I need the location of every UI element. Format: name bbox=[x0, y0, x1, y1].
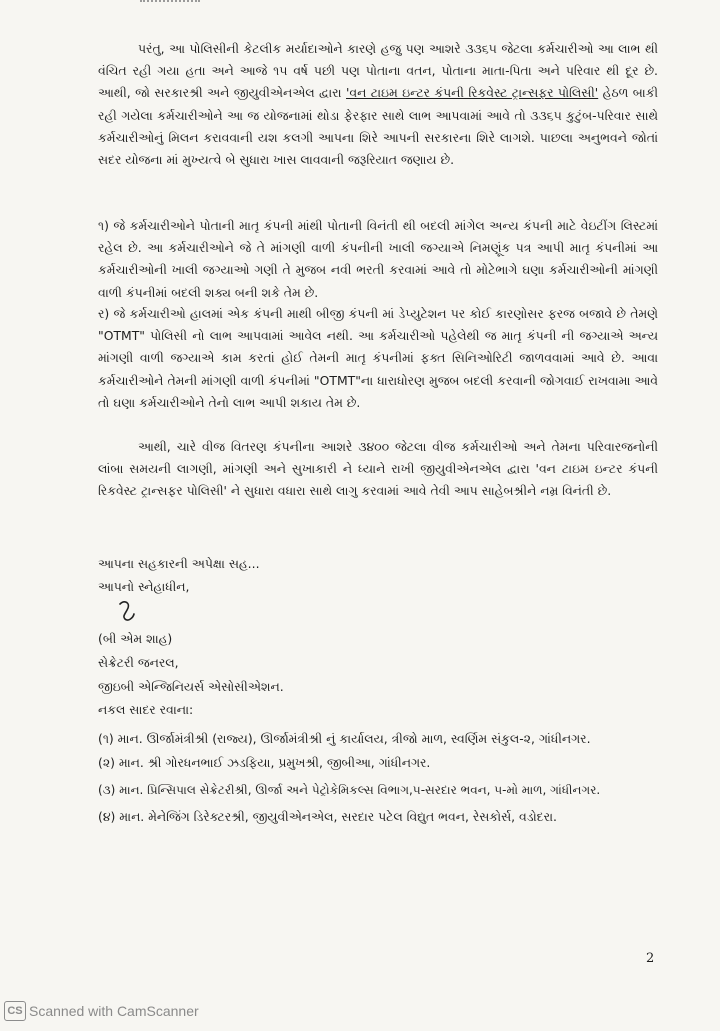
paragraph-3: આથી, ચારે વીજ વિતરણ કંપનીના આશરે ૩૪૦૦ જેટલા વીજ કર્મચારીઓ અને તેમના પરિવારજનોની લાંબા સમયની લાગણી, માંગણી અને સુખાકારી ને ધ્યાને રાખી જીયુવીએનએલ દ્વારા 'વન ટાઇમ ઇન્ટર કંપની રિકવેસ્ટ ટ્રાન્સફર પોલિસી' ને સુધારા વધારા સાથે લાગુ કરવામાં આવે તેવી આપ સાહેબશ્રીને નમ્ર વિનંતી છે. bbox=[98, 439, 658, 499]
closing-line-2: આપનો સ્નેહાધીન, bbox=[98, 579, 190, 594]
point-1: ૧) જે કર્મચારીઓને પોતાની માતૃ કંપની માંથી પોતાની વિનંતી થી બદલી માંગેલ અન્ય કંપની માટે વેઇટીંગ લિસ્ટમાં રહેલ છે. આ કર્મચારીઓને જે તે માંગણી વાળી કંપનીની ખાલી જગ્યાએ નિમણૂંક પત્ર આપી માતૃ કંપનીમાં આ કર્મચારીઓની ખાલી જગ્યાઓ ગણી તે મુજબ નવી ભરતી કરવામાં આવે તો મોટેભાગે ઘણા કર્મચારીઓની માંગણી વાળી કંપનીમાં બદલી શક્ય બની શકે તેમ છે. bbox=[98, 218, 658, 300]
camscanner-logo-icon: CS bbox=[4, 1001, 26, 1021]
paragraph-1 bbox=[98, 38, 658, 171]
policy-name-underlined: 'વન ટાઇમ ઇન્ટર કંપની રિકવેસ્ટ ટ્રાન્સફર પોલિસી' bbox=[346, 85, 599, 101]
signatory-organization: જીઇબી એન્જિનિયર્સ એસોસીએશન. bbox=[98, 679, 284, 694]
signature-icon bbox=[116, 598, 142, 624]
page-number: 2 bbox=[646, 951, 655, 966]
copy-item-3: (૩) માન. પ્રિન્સિપાલ સેક્રેટરીશ્રી, ઊર્જા અને પેટ્રોકેમિકલ્સ વિભાગ,૫-સરદાર ભવન, ૫-મો માળ, ગાંધીનગર. bbox=[98, 783, 601, 797]
copy-item-4: (૪) માન. મેનેજિંગ ડિરેક્ટરશ્રી, જીયુવીએનએલ, સરદાર પટેલ વિદ્યુત ભવન, રેસકોર્સ, વડોદરા. bbox=[98, 809, 557, 824]
paragraph-1-part-b: હેઠળ બાકી રહી ગયેલા કર્મચારીઓને આ જ યોજનામાં થોડા ફેરફાર સાથે લાભ આપવામાં આવે તો ૩૩૬૫ કુટુંબ-પરિવાર સાથે કર્મચારીઓનું મિલન કરાવવાની યશ કલગી આપના શિરે આપની સરકારના શિરે લાગશે. પાછલા અનુભવને જોતાં સદર યોજના માં મુખ્યત્વે બે સુધારા ખાસ લાવવાની જરૂરિયાત જણાય છે. bbox=[98, 85, 658, 168]
copy-item-2: (૨) માન. શ્રી ગોરધનભાઈ ઝડફિયા, પ્રમુખશ્રી, જીબીઆ, ગાંધીનગર. bbox=[98, 755, 431, 770]
top-scan-mark bbox=[140, 0, 200, 5]
point-2: ર) જે કર્મચારીઓ હાલમાં એક કંપની માથી બીજી કંપની માં ડેપ્યુટેશન પર કોઈ કારણોસર ફરજ બજાવે છે તેમણે "OTMT" પોલિસી નો લાભ આપવામાં આવેલ નથી. આ કર્મચારીઓ પહેલેથી જ માતૃ કંપની ની જગ્યાએ અન્ય માંગણી વાળી જગ્યાએ કામ કરતાં હોઈ તેમની માતૃ કંપનીમાં ફક્ત સિનિઓરિટી જાળવવામાં આવે છે. આવા કર્મચારીઓને તેમની માંગણી વાળી કંપનીમાં "OTMT"ના ધારાધોરણ મુજબ બદલી કરવાની જોગવાઈ રાખવામા આવે તો ઘણા કર્મચારીઓને તેનો લાભ આપી શકાય તેમ છે. bbox=[98, 306, 658, 410]
signatory-designation: સેક્રેટરી જનરલ, bbox=[98, 655, 179, 670]
scanner-watermark bbox=[4, 1000, 199, 1022]
closing-line-1: આપના સહકારની અપેક્ષા સહ... bbox=[98, 556, 260, 571]
signatory-name: (બી એમ શાહ) bbox=[98, 631, 173, 646]
copy-item-1: (૧) માન. ઊર્જામંત્રીશ્રી (રાજ્ય), ઊર્જામંત્રીશ્રી નું કાર્યાલય, ત્રીજો માળ, સ્વર્ણિમ સંકુલ-૨, ગાંધીનગર. bbox=[98, 731, 591, 746]
copies-heading: નકલ સાદર રવાના: bbox=[98, 702, 194, 717]
paragraph-1-part-a: પરંતુ, આ પોલિસીની કેટલીક મર્યાદાઓને કારણે હજુ પણ આશરે ૩૩૬૫ જેટલા કર્મચારીઓ આ લાભ થી વંચિત રહી ગયા હતા અને આજે ૧૫ વર્ષ પછી પણ પોતાના વતન, પોતાના માતા-પિતા અને પરિવાર થી દૂર છે. આથી, જો સરકારશ્રી અને જીયુવીએનએલ દ્વારા bbox=[98, 41, 658, 101]
scanner-text: Scanned with CamScanner bbox=[29, 1003, 199, 1019]
